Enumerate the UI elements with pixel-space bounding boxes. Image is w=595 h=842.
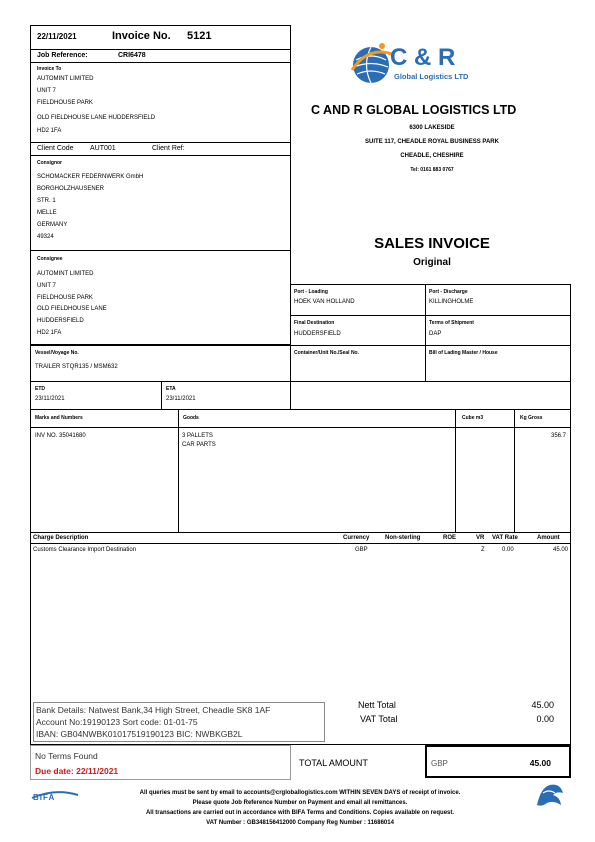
client-ref-label: Client Ref:: [152, 145, 185, 152]
consignee-line: HD2 1FA: [37, 330, 62, 336]
final-dest-label: Final Destination: [294, 320, 335, 326]
consignor-line: GERMANY: [37, 222, 68, 228]
invoice-to-line: AUTOMINT LIMITED: [37, 76, 94, 82]
etd-eta-row: [30, 381, 571, 410]
eta-value: 23/11/2021: [166, 396, 196, 402]
amount-header: Amount: [537, 535, 560, 541]
terms-shipment-value: DAP: [429, 331, 442, 337]
terms-shipment-label: Terms of Shipment: [429, 320, 474, 326]
bifa-text: BIFA: [33, 793, 56, 802]
invoice-to-line: UNIT 7: [37, 88, 56, 94]
container-label: Container/Unit No./Seal No.: [294, 350, 360, 356]
footer-line-3: All transactions are carried out in accordance with BIFA Terms and Conditions. Copies available on request.: [145, 810, 455, 816]
invoice-to-line: OLD FIELDHOUSE LANE HUDDERSFIELD: [37, 115, 156, 121]
consignor-label: Consignor: [37, 160, 62, 166]
bank-line-1: Bank Details: Natwest Bank,34 High Street, Cheadle SK8 1AF: [36, 705, 271, 715]
consignee-line: HUDDERSFIELD: [37, 318, 84, 324]
job-ref-value: CRI6478: [118, 52, 146, 59]
consignor-line: SCHOMACKER FEDERNWERK GmbH: [37, 174, 144, 180]
accreditation-icon: [533, 781, 567, 811]
client-code-value: AUT001: [90, 145, 116, 152]
footer-line-4: VAT Number : GB348156412000 Company Reg Number : 11686014: [206, 820, 394, 826]
footer-line-1: All queries must be sent by email to accounts@crgloballogistics.com WITHIN SEVEN DAYS of receipt of invoice.: [139, 790, 461, 796]
invoice-date: 22/11/2021: [37, 32, 77, 41]
consignee-label: Consignee: [37, 256, 63, 262]
goods-value-1: 3 PALLETS: [182, 433, 213, 439]
bank-line-3: IBAN: GB04NWBK01017519190123 BIC: NWBKGB2L: [36, 729, 243, 739]
nonsterling-header: Non-sterling: [385, 535, 421, 541]
terms-text: No Terms Found: [35, 751, 98, 761]
invoice-to-line: HD2 1FA: [37, 128, 62, 134]
consignee-line: OLD FIELDHOUSE LANE: [37, 306, 107, 312]
marks-value: INV NO. 35041680: [35, 433, 86, 439]
due-date: Due date: 22/11/2021: [35, 766, 119, 776]
etd-label: ETD: [35, 386, 45, 392]
vessel-value: TRAILER STQR135 / MSM632: [35, 364, 118, 370]
final-dest-value: HUDDERSFIELD: [294, 331, 341, 337]
invoice-to-label: Invoice To: [37, 66, 62, 72]
company-address-2: SUITE 117, CHEADLE ROYAL BUSINESS PARK: [365, 139, 499, 145]
invoice-number: 5121: [187, 30, 212, 42]
consignor-box: [30, 155, 291, 251]
goods-header: Goods: [183, 415, 199, 421]
logo-text: C & R: [390, 44, 456, 71]
client-code-label: Client Code: [37, 145, 74, 152]
port-discharge-value: KILLINGHOLME: [429, 299, 474, 305]
company-address-3: CHEADLE, CHESHIRE: [400, 153, 464, 159]
total-amount-value: 45.00: [529, 758, 551, 768]
charge-row-desc: Customs Clearance Import Destination: [33, 547, 137, 553]
job-ref-label: Job Reference:: [37, 52, 88, 59]
consignor-line: MELLE: [37, 210, 57, 216]
vessel-label: Vessel/Voyage No.: [35, 350, 79, 356]
invoice-to-line: FIELDHOUSE PARK: [37, 100, 93, 106]
consignee-line: FIELDHOUSE PARK: [37, 295, 93, 301]
port-loading-value: HOEK VAN HOLLAND: [294, 299, 355, 305]
document-subtitle: Original: [413, 257, 451, 268]
total-amount-label: TOTAL AMOUNT: [299, 758, 368, 768]
port-discharge-label: Port - Discharge: [429, 289, 468, 295]
cube-header: Cube m3: [462, 415, 484, 421]
consignor-line: BORGHOLZHAUSENER: [37, 186, 105, 192]
company-tel: Tel: 0161 883 0767: [410, 167, 454, 173]
consignee-line: AUTOMINT LIMITED: [37, 271, 94, 277]
charge-row-currency: GBP: [355, 547, 368, 553]
marks-header: Marks and Numbers: [35, 415, 83, 421]
company-address-1: 6300 LAKESIDE: [409, 125, 455, 131]
charge-row-vr: Z: [481, 547, 485, 553]
nett-total-value: 45.00: [531, 700, 554, 710]
invoice-label: Invoice No.: [112, 30, 171, 42]
roe-header: ROE: [443, 535, 457, 541]
total-currency: GBP: [431, 759, 448, 768]
footer-line-2: Please quote Job Reference Number on Payment and email all remittances.: [192, 800, 408, 806]
eta-label: ETA: [166, 386, 176, 392]
kg-value: 356.7: [550, 433, 566, 439]
logo-subtext: Global Logistics LTD: [394, 72, 469, 81]
vat-total-label: VAT Total: [360, 714, 398, 724]
vatrate-header: VAT Rate: [492, 535, 518, 541]
consignee-line: UNIT 7: [37, 283, 56, 289]
consignor-line: STR. 1: [37, 198, 56, 204]
vat-total-value: 0.00: [536, 714, 554, 724]
charge-row-vatrate: 0.00: [502, 547, 514, 553]
port-loading-label: Port - Loading: [294, 289, 328, 295]
company-name: C AND R GLOBAL LOGISTICS LTD: [311, 103, 517, 117]
charge-row-amount: 45.00: [552, 547, 568, 553]
consignor-line: 49324: [37, 234, 54, 240]
vr-header: VR: [476, 535, 485, 541]
document-title: SALES INVOICE: [374, 235, 490, 252]
etd-value: 23/11/2021: [35, 396, 65, 402]
nett-total-label: Nett Total: [358, 700, 396, 710]
currency-header: Currency: [343, 535, 370, 541]
charge-desc-header: Charge Description: [33, 535, 89, 541]
bank-line-2: Account No:19190123 Sort code: 01-01-75: [36, 717, 198, 727]
kg-header: Kg Gross: [520, 415, 543, 421]
goods-value-2: CAR PARTS: [182, 442, 216, 448]
bol-label: Bill of Lading Master / House: [429, 350, 498, 356]
